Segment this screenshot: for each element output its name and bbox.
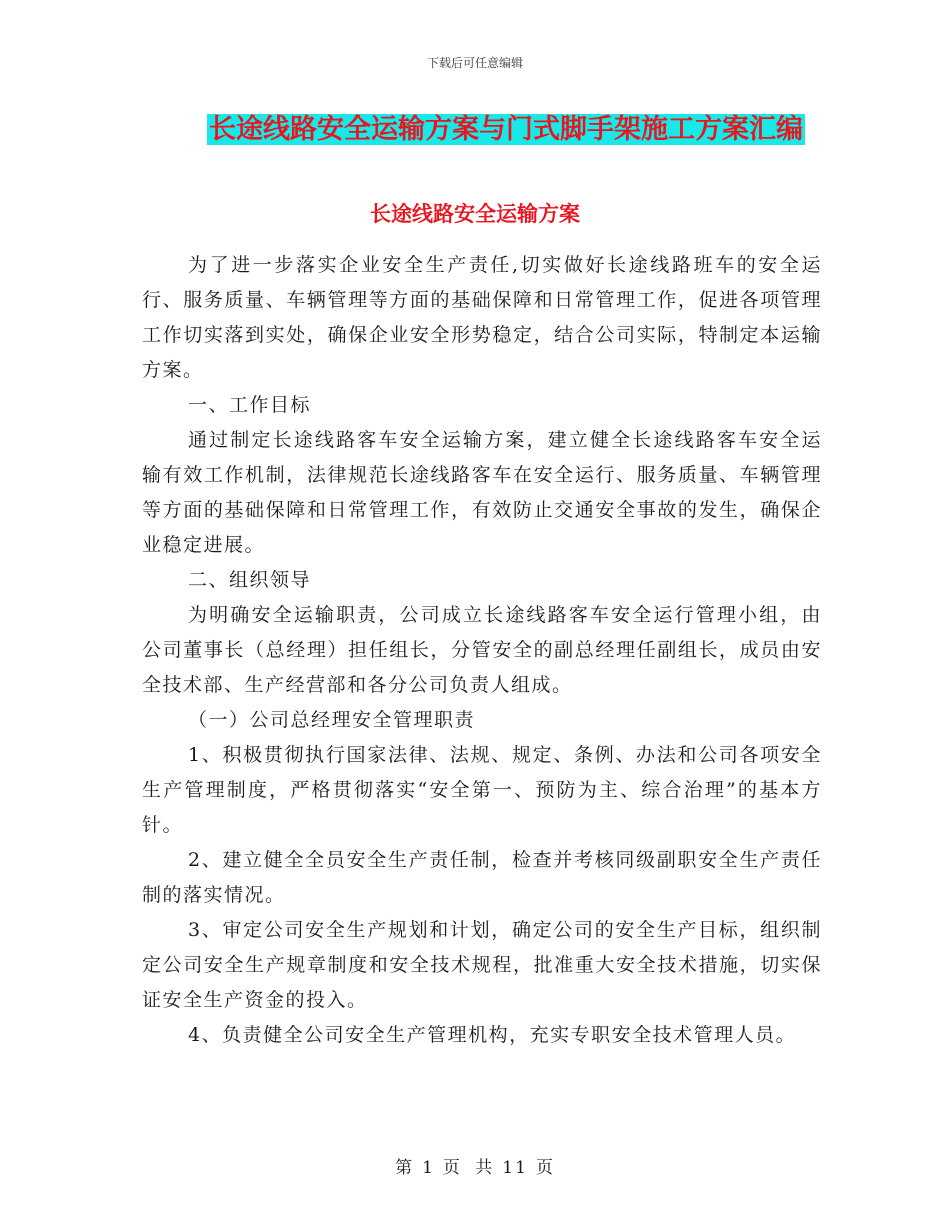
footer-prefix: 第	[395, 1158, 415, 1178]
section-title: 长途线路安全运输方案	[370, 202, 580, 226]
footer-page-number: 1	[422, 1158, 435, 1178]
heading-work-goals: 一、工作目标	[188, 394, 312, 416]
footer-suffix: 页	[535, 1158, 555, 1178]
paragraph-duty-3: 3、审定公司安全生产规划和计划，确定公司的安全生产目标，组织制定公司安全生产规章制度和安全技术规程，批准重大安全技术措施，切实保证安全生产资金的投入。	[142, 919, 822, 1011]
footer-total-pages: 11	[502, 1158, 528, 1178]
heading-organization: 二、组织领导	[188, 569, 312, 591]
paragraph-goals: 通过制定长途线路客车安全运输方案，建立健全长途线路客车安全运输有效工作机制，法律规范长途线路客车在安全运行、服务质量、车辆管理等方面的基础保障和日常管理工作，有效防止交通安全事故的发生，确保企业稳定进展。	[142, 429, 822, 556]
header-note: 下载后可任意编辑	[426, 56, 523, 70]
page-footer	[0, 1153, 950, 1178]
paragraph-intro: 为了进一步落实企业安全生产责任,切实做好长途线路班车的安全运行、服务质量、车辆管理等方面的基础保障和日常管理工作，促进各项管理工作切实落到实处，确保企业安全形势稳定，结合公司实际，特制定本运输方案。	[142, 254, 822, 381]
footer-mid: 页 共	[442, 1158, 495, 1178]
paragraph-organization: 为明确安全运输职责，公司成立长途线路客车安全运行管理小组，由公司董事长（总经理）担任组长，分管安全的副总经理任副组长，成员由安全技术部、生产经营部和各分公司负责人组成。	[142, 604, 822, 696]
paragraph-duty-4: 4、负责健全公司安全生产管理机构，充实专职安全技术管理人员。	[188, 1024, 797, 1046]
document-main-title	[205, 112, 807, 148]
document-body	[142, 248, 822, 1053]
paragraph-duty-2: 2、建立健全全员安全生产责任制，检查并考核同级副职安全生产责任制的落实情况。	[142, 849, 822, 906]
main-title-text: 长途线路安全运输方案与门式脚手架施工方案汇编	[209, 114, 803, 145]
paragraph-duty-1: 1、积极贯彻执行国家法律、法规、规定、条例、办法和公司各项安全生产管理制度，严格贯彻落实“安全第一、预防为主、综合治理”的基本方针。	[142, 744, 822, 836]
heading-gm-duties: （一）公司总经理安全管理职责	[188, 709, 476, 731]
